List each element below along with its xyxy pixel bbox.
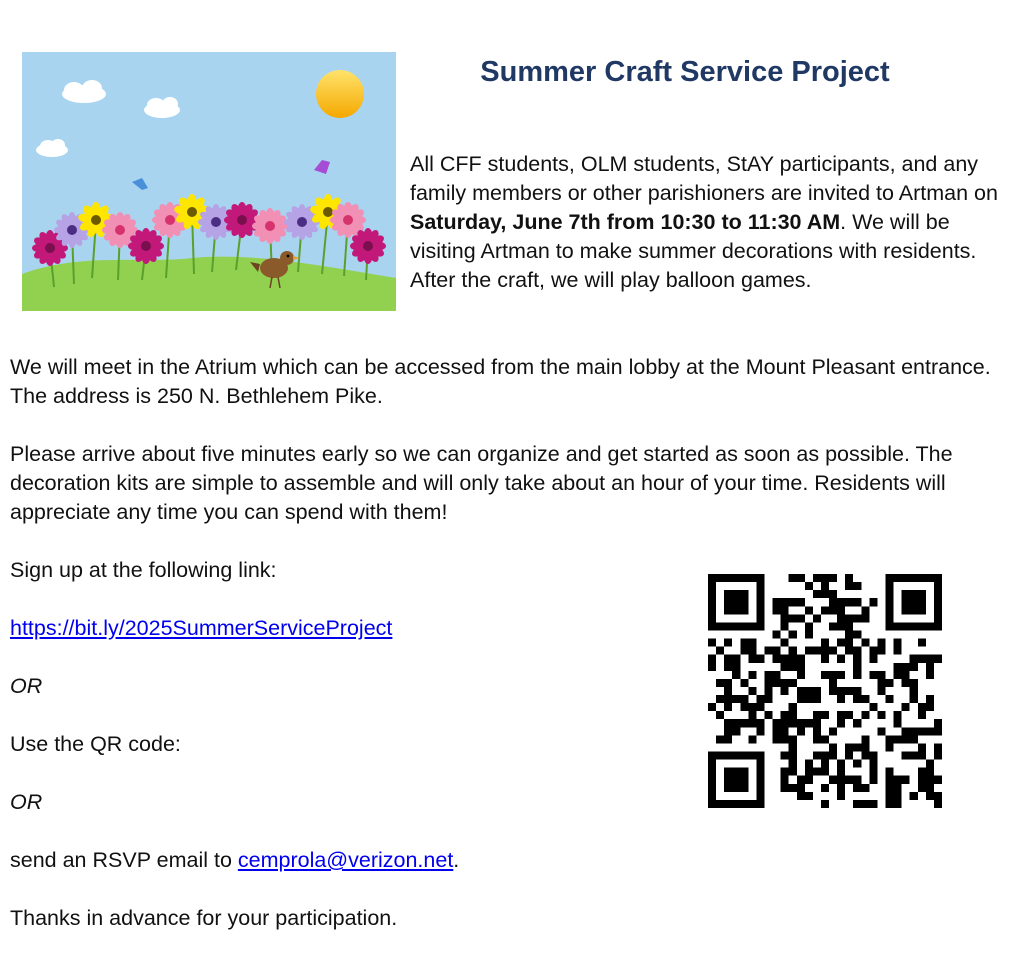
signup-link[interactable]: https://bit.ly/2025SummerServiceProject <box>10 616 393 640</box>
page-title: Summer Craft Service Project <box>480 56 890 88</box>
intro-paragraph <box>410 150 1000 295</box>
rsvp-paragraph <box>10 846 1010 875</box>
intro-text-2: . We will be visiting Artman to make summer decorations with residents. After the craft, we will play balloon games. <box>410 210 977 292</box>
intro-text-1: All CFF students, OLM students, StAY participants, and any family members or other parishioners are invited to Artman on <box>410 152 998 205</box>
summer-meadow-illustration <box>22 52 396 311</box>
or-separator-2: OR <box>10 790 43 814</box>
rsvp-email-link[interactable]: cemprola@verizon.net <box>237 848 454 872</box>
sun-icon <box>316 70 364 118</box>
thanks-paragraph: Thanks in advance for your participation. <box>10 906 398 930</box>
location-paragraph: We will meet in the Atrium which can be accessed from the main lobby at the Mount Pleasant entrance. The address is 250 N. Bethlehem Pike. <box>10 355 991 408</box>
rsvp-prefix: send an RSVP email to <box>10 848 238 872</box>
rsvp-suffix: . <box>453 848 460 872</box>
signup-label: Sign up at the following link: <box>10 558 277 582</box>
event-date-time: Saturday, June 7th from 10:30 to 11:30 AM <box>410 210 841 234</box>
qr-label: Use the QR code: <box>10 732 181 756</box>
arrival-paragraph: Please arrive about five minutes early so we can organize and get started as soon as possible. The decoration kits are simple to assemble and will only take about an hour of your time. Residents will appreciate any time you can spend with them! <box>10 442 953 524</box>
or-separator-1: OR <box>10 674 43 698</box>
qr-code-icon[interactable] <box>708 574 942 808</box>
